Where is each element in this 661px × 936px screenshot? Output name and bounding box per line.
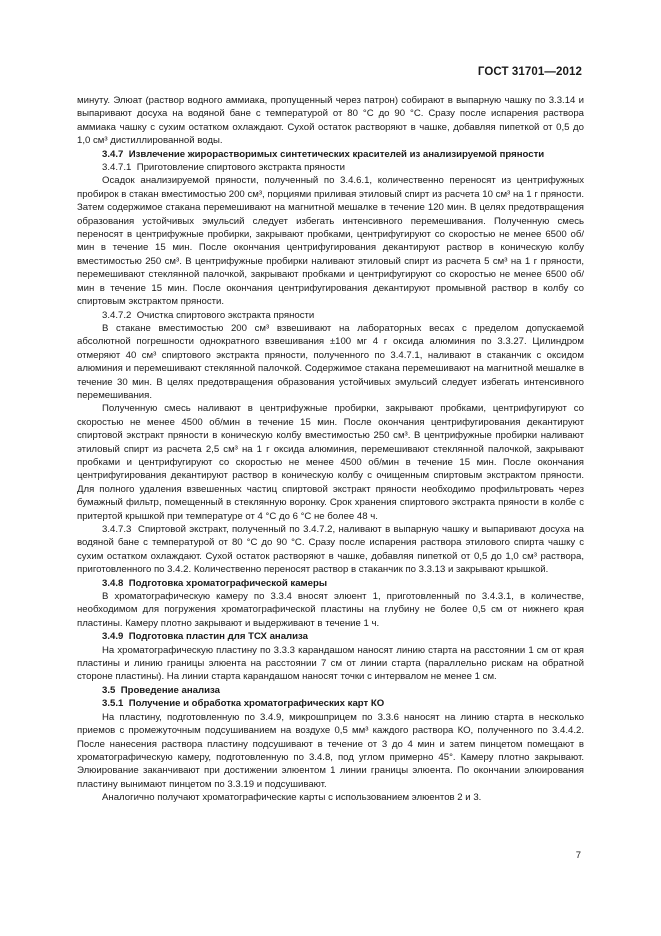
paragraph: В стакане вместимостью 200 см³ взвешивают на лабораторных весах с пределом допускаемой абсолютной погрешности однократного взвешивания ±100 мг 4 г оксида алюминия по 3.3.27. Цилиндром отмеряют 40 см³ спиртового экстракта пряности, полученного по 3.4.7.1, наливают в стаканчик с оксидом алюминия и перемешивают стеклянной палочкой. Содержимое стакана перемешивают на магнитной мешалке в течение 30 мин. В целях предотвращения образования устойчивых эмульсий следует избегать интенсивного перемешивания. [77, 322, 584, 401]
section-number: 3.4.7.3 [102, 524, 132, 535]
section-title: Проведение анализа [120, 684, 220, 696]
section-title: Приготовление спиртового экстракта пряности [136, 162, 345, 174]
section-number: 3.4.7.2 [102, 309, 132, 321]
section-number: 3.5.1 [102, 698, 124, 710]
document-code: ГОСТ 31701—2012 [477, 66, 582, 78]
paragraph-text: Спиртовой экстракт, полученный по 3.4.7.2, наливают в выпарную чашку и выпаривают досуха на водяной бане с температурой от 80 °С до 90 °С. Сразу после испарения раствора этилового спирта чашку с сухим остатком охлаждают. Сухой остаток растворяют в чашке, добавляя пипеткой от 0,5 до 1,0 см³ раствора, приготовленного по 3.4.2. Количественно переносят раствор в стаканчик по 3.3.13 и закрывают крышкой. [77, 524, 584, 576]
paragraph: минуту. Элюат (раствор водного аммиака, пропущенный через патрон) собирают в выпарную чашку по 3.3.14 и выпаривают досуха на водяной бане с температурой от 80 °С до 90 °С. Сразу после испарения раствора аммиака чашку с сухим остатком охлаждают. Сухой остаток растворяют в чашке, добавляя пипеткой от 0,5 до 1,0 см³ дистиллированной воды. [77, 95, 584, 147]
paragraph: В хроматографическую камеру по 3.3.4 вносят элюент 1, приготовленный по 3.4.3.1, в количестве, необходимом для погружения хроматографической пластины на глубину не более 0,5 см от нижнего края пластины. Камеру плотно закрывают и выдерживают в течение 1 ч. [77, 591, 584, 629]
section-number: 3.5 [102, 684, 116, 696]
paragraph: На хроматографическую пластину по 3.3.3 карандашом наносят линию старта на расстоянии 1 см от края пластины и линию границы элюента на расстоянии 7 см от линии старта (параллельно рискам на обратной стороне пластины). На линии старта карандашом наносят точки с интервалом не менее 1 см. [77, 644, 584, 683]
subsection-heading-3-4-7-1 [77, 161, 584, 174]
section-number: 3.4.9 [102, 631, 124, 643]
subsection-3-4-7-3 [77, 523, 584, 577]
section-number: 3.4.8 [102, 577, 124, 589]
section-heading-3-4-8 [77, 577, 584, 590]
section-title: Извлечение жирорастворимых синтетических красителей из анализируемой пряности [128, 148, 545, 160]
section-heading-3-4-7 [77, 148, 584, 161]
subsection-heading-3-4-7-2 [77, 309, 584, 322]
page-number: 7 [575, 850, 581, 861]
section-title: Получение и обработка хроматографических карт КО [128, 698, 385, 710]
section-heading-3-5 [77, 684, 584, 697]
section-title: Подготовка пластин для ТСХ анализа [128, 631, 309, 643]
paragraph: Осадок анализируемой пряности, полученный по 3.4.6.1, количественно переносят из центрифужных пробирок в стакан вместимостью 200 см³, порциями приливая этиловый спирт из расчета 10 см³ на 1 г пряности. Затем содержимое стакана перемешивают на магнитной мешалке в течение 120 мин. В целях предотвращения образования устойчивых эмульсий следует избегать интенсивного перемешивания. Полученную смесь переносят в центрифужные пробирки, закрывают пробками, центрифугируют со скоростью не менее 6500 об/мин в течение 15 мин. После окончания центрифугирования декантируют раствор в коническую колбу вместимостью 250 см³. В центрифужные пробирки наливают этиловый спирт из расчета 5 см³ на 1 г пряности, перемешивают стеклянной палочкой, закрывают пробками и центрифугируют со скоростью не менее 6500 об/мин в течение 15 мин. После окончания центрифугирования декантируют промывной раствор в колбу со спиртовым экстрактом пряности. [77, 175, 584, 308]
paragraph: На пластину, подготовленную по 3.4.9, микрошприцем по 3.3.6 наносят на линию старта в несколько приемов с промежуточным подсушиванием на воздухе 0,5 мм³ каждого раствора КО, полученного по 3.4.4.2. После нанесения раствора пластину подсушивают в течение от 3 до 4 мин и затем пинцетом помещают в хроматографическую камеру, подготовленную по 3.4.8, под углом примерно 45°. Камеру плотно закрывают. Элюирование заканчивают при достижении элюентом 1 линии границы элюента. По окончании элюирования пластину вынимают пинцетом по 3.3.19 и подсушивают. [77, 711, 584, 790]
paragraph: Аналогично получают хроматографические карты с использованием элюентов 2 и 3. [102, 792, 482, 804]
section-title: Очистка спиртового экстракта пряности [136, 309, 315, 321]
section-number: 3.4.7.1 [102, 162, 132, 174]
paragraph: Полученную смесь наливают в центрифужные пробирки, закрывают пробками, центрифугируют со скоростью не менее 4500 об/мин в течение 15 мин. После окончания центрифугирования декантируют спиртовой экстракт пряности в коническую колбу вместимостью 250 см³. В центрифужные пробирки наливают этиловый спирт из расчета 2,5 см³ на 1 г оксида алюминия, перемешивают стеклянной палочкой, закрывают пробками и центрифугируют со скоростью не менее 4500 об/мин в течение 15 мин. После окончания центрифугирования декантируют раствор в коническую колбу с очищенным спиртовым экстрактом пряности. Для полного удаления взвешенных частиц спиртовой экстракт пряности необходимо профильтровать через бумажный фильтр, помещенный в стеклянную воронку. Срок хранения спиртового экстракта пряности в колбе с притертой крышкой при температуре от 4 °С до 6 °С не более 48 ч. [77, 403, 584, 522]
section-number: 3.4.7 [102, 148, 124, 160]
section-title: Подготовка хроматографической камеры [128, 577, 328, 589]
page-content [77, 94, 584, 805]
section-heading-3-4-9 [77, 630, 584, 643]
section-heading-3-5-1 [77, 697, 584, 710]
